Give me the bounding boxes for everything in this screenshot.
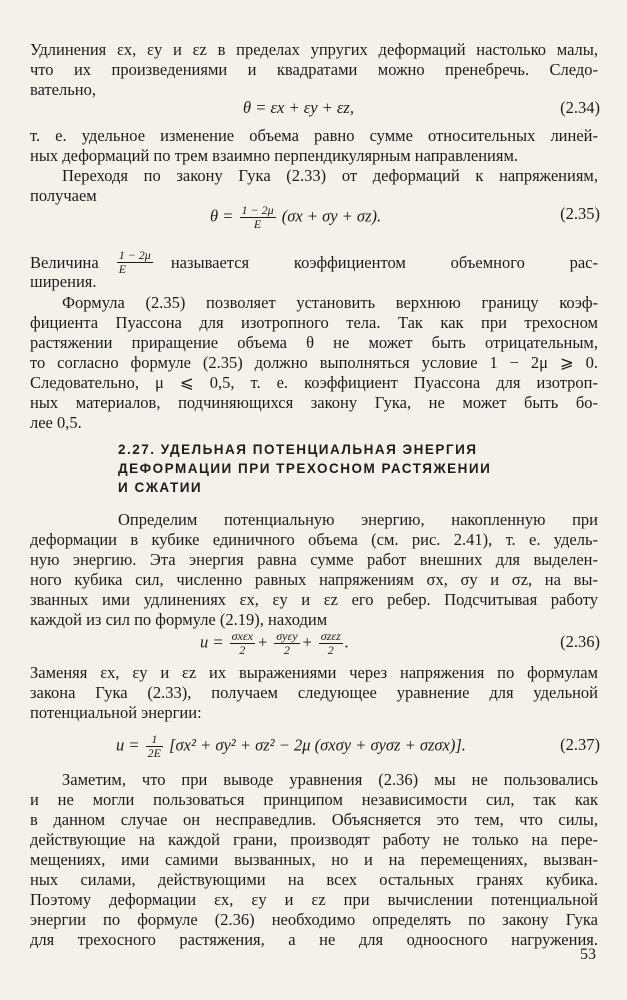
text-line: вательно, (30, 80, 96, 99)
eq-lhs: u = (200, 632, 224, 652)
fraction-numerator: 1 − 2μ (241, 203, 274, 217)
fraction-denominator: 2 (239, 643, 246, 657)
fraction-numerator: 1 (146, 733, 163, 747)
text-line: Поэтому деформации εx, εy и εz при вычислении потенциальной (30, 890, 598, 909)
text-line: действующие на каждой грани, производят работу не только на пере- (30, 830, 598, 849)
text-line: Формула (2.35) позволяет установить верхнюю границу коэф- (62, 293, 598, 312)
text-line: закона Гука (2.33), получаем следующее уравнение для удельной (30, 683, 598, 702)
fraction-numerator: σyεy (276, 629, 298, 643)
fraction-denominator: 2 (283, 643, 290, 657)
text-line: каждой из сил по формуле (2.19), находим (30, 610, 328, 629)
fraction-denominator: E (253, 217, 262, 231)
text-line: ширения. (30, 272, 97, 291)
text-line: ных материалов, подчиняющихся закону Гука, не может быть бо- (30, 393, 598, 412)
text-line: Заметим, что при выводе уравнения (2.36) мы не пользовались (62, 770, 598, 789)
text-line: в данном случае он несправедлив. Объясняется это тем, что силы, (30, 810, 598, 829)
equation-number: (2.34) (560, 98, 600, 117)
text-line: ную энергию. Эта энергия равна сумме работ внешних для выделен- (30, 550, 598, 569)
text-line: и не могли пользоваться принципом независимости сил, так как (30, 790, 598, 809)
equation-number: (2.37) (560, 735, 600, 754)
text-line: для трехосного растяжения, а не для одноосного нагружения. (30, 930, 598, 949)
eq-rhs: [σx² + σy² + σz² − 2μ (σxσy + σyσz + σzσx)]. (169, 735, 466, 755)
equation-2-36: u = $\frac{\text{σxεx}}{2}$ + $\frac{\text{σyεy}}{2}$ + $\frac{\text{σzεz}}{2}$ . (200, 629, 349, 657)
fraction (146, 733, 163, 760)
text-line: то согласно формуле (2.35) должно выполняться условие 1 − 2μ ⩾ 0. (30, 353, 598, 372)
text-line: Заменяя εx, εy и εz их выражениями через напряжения по формулам (30, 663, 598, 682)
text-line: лее 0,5. (30, 413, 82, 432)
eq-rhs: (σx + σy + σz). (281, 206, 382, 226)
text-line: потенциальной энергии: (30, 703, 202, 722)
text-line: Следовательно, μ ⩽ 0,5, т. е. коэффициент Пуассона для изотроп- (30, 373, 598, 392)
text-line: мещениях, ими самими вызванных, но и на перемещениях, вызван- (30, 850, 598, 869)
equation-number: (2.36) (560, 632, 600, 651)
fraction-numerator: σzεz (320, 629, 341, 643)
fraction (230, 630, 255, 657)
text-line: ных деформаций по трем взаимно перпендикулярным направлениям. (30, 146, 519, 165)
text-line: Удлинения εx, εy и εz в пределах упругих деформаций настолько малы, (30, 40, 598, 59)
text-line: ных силами, действующими на всех остальных гранях кубика. (30, 870, 598, 889)
fraction-numerator: 1 − 2μ (118, 248, 151, 262)
page-number: 53 (580, 946, 596, 963)
text-line: званных ими удлинениях εx, εy и εz его ребер. Подсчитывая работу (30, 590, 598, 609)
eq-lhs: θ = (210, 206, 234, 226)
text-line: ного кубика сил, численно равных напряжениям σx, σy и σz, на вы- (30, 570, 598, 589)
fraction-numerator: σxεx (231, 629, 253, 643)
section-heading: ДЕФОРМАЦИИ ПРИ ТРЕХОСНОМ РАСТЯЖЕНИИ (118, 461, 492, 476)
fraction (319, 630, 343, 657)
fraction-denominator: 2 (327, 643, 334, 657)
fraction-denominator: 2E (147, 746, 161, 760)
text-line: Переходя по закону Гука (2.33) от деформаций к напряжениям, (62, 166, 598, 185)
text-line: Определим потенциальную энергию, накопленную при (118, 510, 598, 529)
equation-2-35 (210, 204, 381, 231)
text-line: т. е. удельное изменение объема равно сумме относительных линей- (30, 126, 598, 145)
text: называется коэффициентом объемного рас- (170, 252, 598, 272)
section-heading: И СЖАТИИ (118, 480, 203, 495)
text-line: что их произведениями и квадратами можно пренебречь. Следо- (30, 60, 598, 79)
fraction (240, 204, 276, 231)
section-heading: 2.27. УДЕЛЬНАЯ ПОТЕНЦИАЛЬНАЯ ЭНЕРГИЯ (118, 442, 478, 457)
equation-number: (2.35) (560, 204, 600, 223)
eq-lhs: u = (116, 735, 140, 755)
fraction (274, 630, 299, 657)
equation-2-34: θ = εx + εy + εz, (243, 98, 354, 117)
text-line: получаем (30, 186, 97, 205)
fraction-denominator: E (118, 262, 127, 276)
text-line: фициента Пуассона для изотропного тела. Так как при трехосном (30, 313, 598, 332)
text-line: растяжении приращение объема θ не может быть отрицательным, (30, 333, 598, 352)
text-line: энергии по формуле (2.36) необходимо определять по закону Гука (30, 910, 598, 929)
equation-2-37 (116, 733, 466, 760)
word: Величина (30, 252, 99, 272)
text-line: деформации в кубике единичного объема (см. рис. 2.41), т. е. удель- (30, 530, 598, 549)
